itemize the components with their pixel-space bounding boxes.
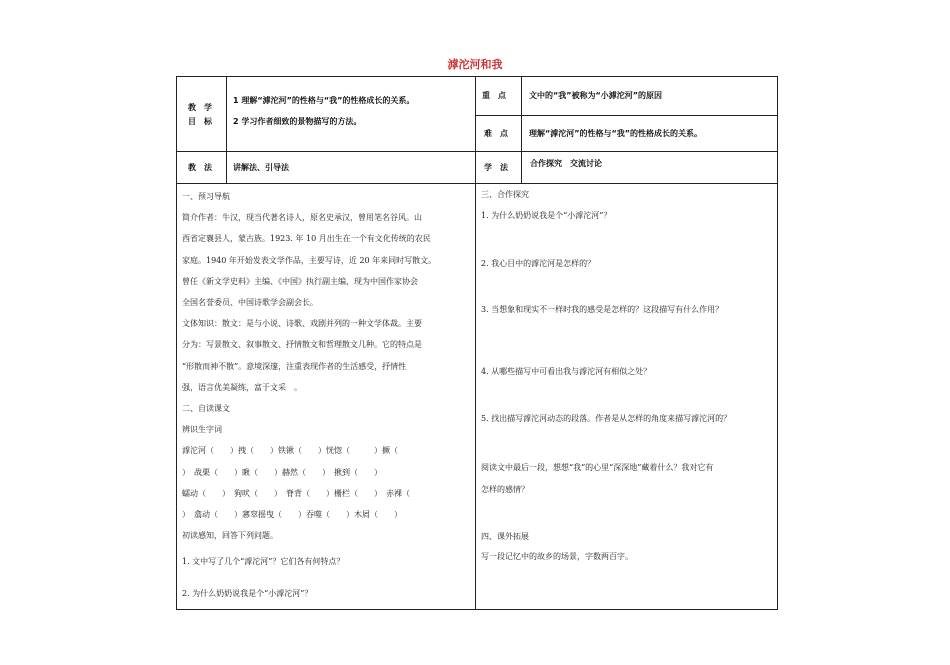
left-line: 初读感知，回答下列问题。 [182,531,278,541]
right-question-3: 3. 当想象和现实不一样时我的感受是怎样的？这段描写有什么作用？ [481,305,724,314]
left-column [182,186,436,546]
rule [176,76,177,610]
goal-item-2: 2 学习作者细致的景物描写的方法。 [233,117,362,126]
difficult-point-label: 难 点 [484,129,508,138]
goal-item-1: 1 理解“滹沱河”的性格与“我”的性格成长的关系。 [233,96,415,105]
rule [176,609,778,610]
left-line: 滹沱河（ ）拽（ ）铁锹（ ）恍惚（ ）撅（ [182,446,398,456]
left-line: ） 战栗（ ）瞅（ ）赫然（ ） 揪到（ ） [182,467,382,477]
left-line: 分为：写景散文、叙事散文、抒情散文和哲理散文几种。它的特点是 [182,340,422,350]
rule [521,76,522,184]
right-question-4: 4. 从哪些描写中可看出我与滹沱河有相似之处？ [481,367,652,376]
teaching-method-text: 讲解法、引导法 [233,163,289,172]
study-method-label: 学 法 [484,163,508,172]
difficult-point-text: 理解“滹沱河”的性格与“我”的性格成长的关系。 [529,129,703,138]
left-line: 文体知识：散文：是与小说、诗歌、戏剧并列的一种文学体裁。主要 [182,319,422,329]
left-line: 曾任《新文学史料》主编、《中国》执行副主编，现为中国作家协会 [182,276,418,286]
right-question-6-line-1: 阅读文中最后一段，想想“我”的心里“深深地”藏着什么？我对它有 [481,463,714,472]
right-question-5: 5. 找出描写滹沱河动态的段落。作者是从怎样的角度来描写滹沱河的？ [481,414,732,423]
left-line: 家庭。1940 年开始发表文学作品，主要写诗，近 20 年来同时写散文。 [182,255,437,265]
key-point-text: 文中的“我”被称为“小滹沱河”的原因 [529,91,663,100]
study-method-text: 合作探究 交流讨论 [530,159,602,168]
right-question-6-line-2: 怎样的感情？ [481,485,529,494]
rule [176,183,778,184]
right-question-1: 1. 为什么奶奶说我是个“小滹沱河”？ [481,211,612,220]
document-title: 滹沱河和我 [447,58,503,71]
extension-task: 写一段记忆中的故乡的场景，字数两百字。 [481,552,633,561]
rule [226,76,227,184]
left-line: 二、自读课文 [182,404,230,414]
teaching-method-label: 教 法 [188,163,212,172]
left-question-2: 2. 为什么奶奶说我是个“小滹沱河”？ [182,589,313,598]
section-3-heading: 三、合作探究 [481,190,529,199]
goals-label-line1: 教 学 [188,103,212,112]
rule [176,76,778,77]
left-line: “形散而神不散”。意境深邃，注重表现作者的生活感受，抒情性 [182,361,407,371]
rule [176,151,778,152]
left-line: 强，语言优美凝练，富于文采 。 [182,382,302,392]
left-line: 辨识生字词 [182,425,222,435]
goals-label-line2: 目 标 [188,117,212,126]
section-4-heading: 四、课外拓展 [481,532,529,541]
left-line: 蠕动（ ） 狗吠（ ） 脊背（ ）栅栏（ ） 赤裸（ [182,488,410,498]
left-question-1: 1. 文中写了几个“滹沱河”？它们各有何特点？ [182,557,345,566]
left-line: 西省定襄县人，蒙古族。1923. 年 10 月出生在一个有文化传统的农民 [182,234,431,244]
left-line: 全国名誉委员、中国诗歌学会副会长。 [182,298,318,308]
left-line: 一、预习导航 [182,192,230,201]
rule [777,76,778,610]
rule [475,76,476,610]
right-question-2: 2. 我心目中的滹沱河是怎样的？ [481,259,596,268]
left-line: ） 翕动（ ）窸窣摇曳（ ）吞噬（ ）木屑（ ） [182,510,402,520]
left-line: 简介作者：牛汉，现当代著名诗人，原名史承汉，曾用笔名谷风。山 [182,213,422,223]
key-point-label: 重 点 [482,91,506,100]
